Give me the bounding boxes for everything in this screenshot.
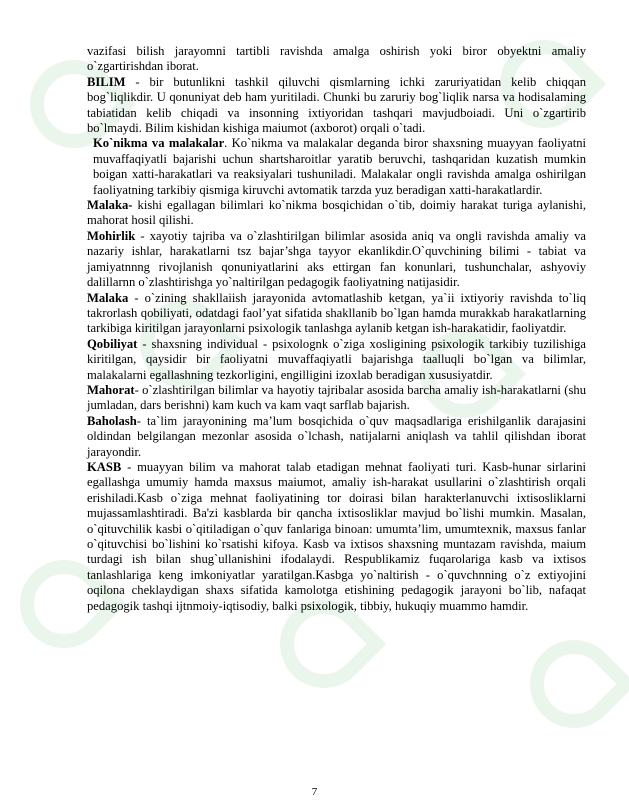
term-heading: Qobiliyat [87,336,138,351]
paragraph-text: - ta`lim jarayonining ma’lum bosqichida o`quv maqsadlariga erishilganlik darajasini oldindan belgilangan mezonlar asosida o`lchash, natijalarni aniqlash va tahlil qilishdan iborat jarayondir. [87,413,586,459]
paragraph-text: - muayyan bilim va mahorat talab etadigan mehnat faoliyati turi. Kasb-hunar sirlarini egallashga umumiy hamda maxsus maiumot, amaliy ish-harakat usullarini o`zlashtirish orqali erishiladi.Kasb o`ziga mehnat faoliyatining tor doirasi bilan harakterlanuvchi ixtisosliklarni mujassamlashtiradi. Ba'zi kasblarda bir qancha ixtisosliklar mavjud bo`lishi mumkin. Masalan, o`qituvchilik kasbi o`qitiladigan o`quv fanlariga binoan: umumta’lim, umumtexnik, maxsus fanlar o`qituvchisi bo`lishini ko`rsatishi kifoya. Kasb va ixtisos shaxsning muntazam ravishda, maium turdagi ish bilan shug`ullanishini ifodalaydi. Respublikamiz fuqarolariga kasb va ixtisos tanlashlariga keng imkoniyatlar yaratilgan.Kasbga yo`naltirish - o`quvchnning o`z extiyojini oqilona cheklaydigan shaxs sifatida kamolotga etishining pedagogik jarayoni bo`lib, nafaqat pedagogik tashqi ijtnmoiy-iqtisodiy, balki psixologik, tibbiy, hukuqiy muammo hamdir. [87,459,586,613]
paragraph-baholash [87,414,586,460]
paragraph-malaka [87,198,586,229]
paragraph-text: - xayotiy tajriba va o`zlashtirilgan bilimlar asosida aniq va ongli ravishda amaliy va nazariy ishlar, harakatlarni tsz bajar’shga tayyor ekanlikdir.O`quvchining bilimi - tabiat va jamiyatnnng rivojlanish qonuniyatlarini aks ettirgan fan konunlari, tushunchalar, ashyoviy dalillarnn o`zlashtirishga yo`naltirilgan pedagogik faoliyatning natijasidir. [87,228,586,290]
paragraph-malaka-2 [87,291,586,337]
paragraph-text: kishi egallagan bilimlari ko`nikma bosqichidan o`tib, doimiy harakat turiga aylanishi, mahorat hosil qilishi. [87,198,586,228]
paragraph-text: - o`zining shakllaiish jarayonida avtomatlashib ketgan, ya`ii ixtiyoriy ravishda to`liq takrorlash qobiliyati, odatdagi faol’yat sifatida shakllanib bo`lgan hamda murakkab harakatlarning tarkibiga kiritilgan jarayonlarni psixologik tanlashga aylanib ketgan ish-harakatidir, faoliyatdir. [87,290,586,336]
watermark-logo-shape [512,622,629,746]
paragraph-bilim [87,75,586,137]
term-heading: Malaka- [87,198,133,213]
term-heading: Ko`nikma va malakalar [93,136,225,151]
paragraph-text: - o`zlashtirilgan bilimlar va hayotiy tajribalar asosida barcha amaliy ish-harakatlarni (shu jumladan, dars berishni) kam kuch va kam vaqt sarflab bajarish. [87,382,586,413]
paragraph-text: - bir butunlikni tashkil qiluvchi qismlarning ichki zaruriyatidan kelib chiqqan bog`liqlikdir. U qonuniyat deb ham yuritiladi. Chunki bu zaruriy bog`liqlik narsa va hodisalaming tabiatidan kelib chiqadi va insonning ixtiyoridan tashqari mavjudboiadi. Uni o`zgartirib bo`lmaydi. Bilim kishidan kishiga maiumot (axborot) orqali o`tadi. [87,74,586,136]
term-heading: KASB [87,459,122,474]
paragraph-text: vazifasi bilish jarayomni tartibli ravishda amalga oshirish yoki biror obyektni amaliy o`zgartirishdan iborat. [87,44,586,74]
paragraph-kasb [87,460,586,614]
paragraph-konikma [87,136,586,198]
term-heading: Malaka [87,290,129,305]
term-heading: Mohirlik [87,228,136,243]
page-body [87,44,586,614]
paragraph-intro [87,44,586,75]
term-heading: Baholash [87,413,137,428]
paragraph-text: . Ko`nikma va malakalar deganda biror shaxsning muayyan faoliyatni muvaffaqiyatli bajarishi uchun shartsharoitlar yaratib beruvchi, tashqaridan kuzatish mumkin boigan xatti-harakatlari va reaksiyalari tushuniladi. Malakalar ongli ravishda amalga oshirilgan faoliyatning tarkibiy qismiga kiruvchi avtomatik tarzda yuz beradigan xatti-harakatlardir. [93,136,586,197]
term-heading: BILIM [87,74,126,89]
page-number: 7 [311,786,318,798]
paragraph-mahorat [87,383,586,414]
paragraph-mohirlik [87,229,586,291]
paragraph-qobiliyat [87,337,586,383]
paragraph-text: - shaxsning individual - psixolognk o`ziga xosligining psixologik tarkibiy tuzilishiga kiritilgan, qaysidir bir faoliyatni muvaffaqiyatli bajarishga taalluqli bo`lgan va bilimlar, malakalarni egallashning tezkorligini, engilligini izoxlab beradigan xususiyatdir. [87,336,586,382]
term-heading: Mahorat [87,382,135,397]
